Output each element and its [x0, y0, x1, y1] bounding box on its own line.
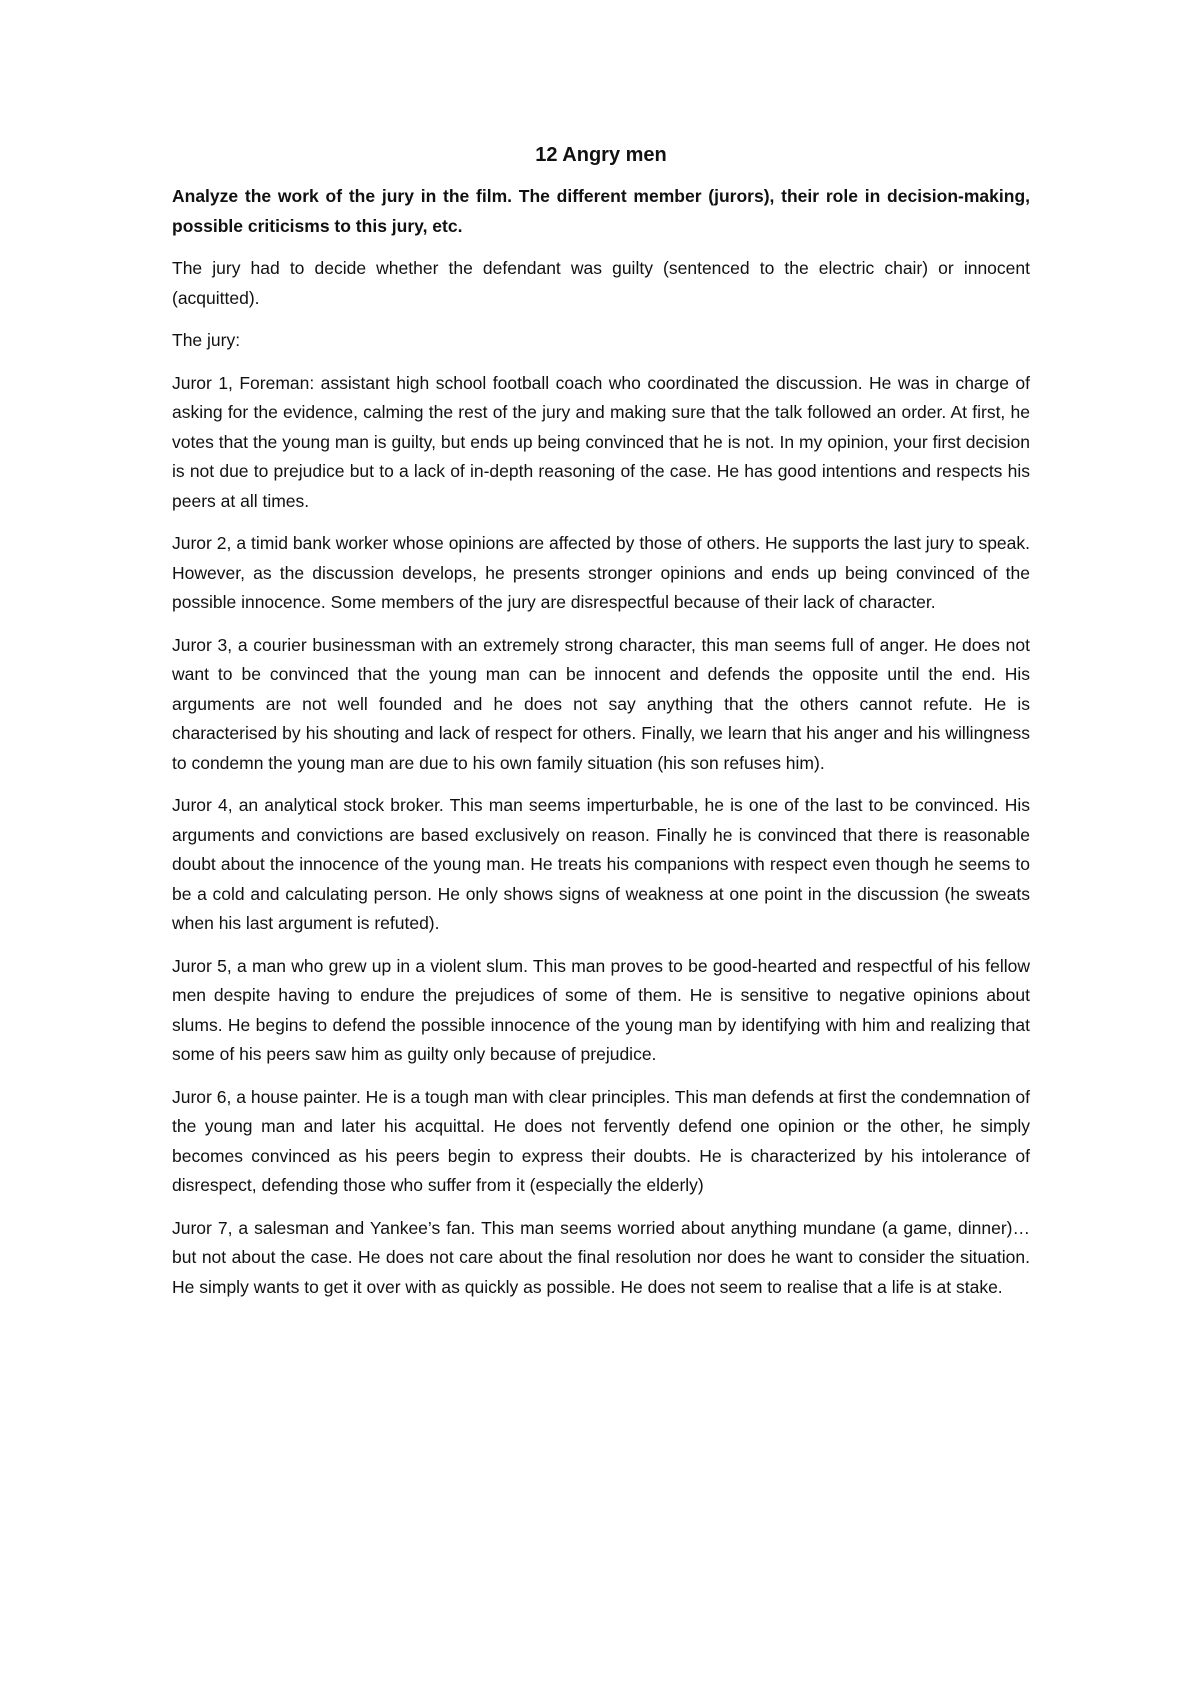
juror-paragraph-5: Juror 5, a man who grew up in a violent slum. This man proves to be good-hearted and respectful of his fellow men despite having to endure the prejudices of some of them. He is sensitive to negative opinions about slums. He begins to defend the possible innocence of the young man by identifying with him and realizing that some of his peers saw him as guilty only because of prejudice. — [172, 955, 1030, 1064]
juror-paragraph-2: Juror 2, a timid bank worker whose opinions are affected by those of others. He supports the last jury to speak. However, as the discussion develops, he presents stronger opinions and ends up being convinced of the possible innocence. Some members of the jury are disrespectful because of their lack of character. — [172, 533, 1030, 612]
juror-paragraph-6: Juror 6, a house painter. He is a tough man with clear principles. This man defends at first the condemnation of the young man and later his acquittal. He does not fervently defend one opinion or the other, he simply becomes convinced as his peers begin to express their doubts. He is characterized by his intolerance of disrespect, defending those who suffer from it (especially the elderly) — [172, 1086, 1030, 1195]
document-title: 12 Angry men — [535, 144, 667, 166]
juror-paragraph-4: Juror 4, an analytical stock broker. This man seems imperturbable, he is one of the last to be convinced. His arguments and convictions are based exclusively on reason. Finally he is convinced that there is reasonable doubt about the innocence of the young man. He treats his companions with respect even though he seems to be a cold and calculating person. He only shows signs of weakness at one point in the discussion (he sweats when his last argument is refuted). — [172, 795, 1030, 933]
juror-paragraph-7: Juror 7, a salesman and Yankee’s fan. This man seems worried about anything mundane (a game, dinner)… but not about the case. He does not care about the final resolution nor does he want to consider the situation. He simply wants to get it over with as quickly as possible. He does not seem to realise that a life is at stake. — [172, 1217, 1030, 1297]
juror-paragraph-3: Juror 3, a courier businessman with an extremely strong character, this man seems full of anger. He does not want to be convinced that the young man can be innocent and defends the opposite until the end. His arguments are not well founded and he does not say anything that the others cannot refute. He is characterised by his shouting and lack of respect for others. Finally, we learn that his anger and his willingness to condemn the young man are due to his own family situation (his son refuses him). — [172, 634, 1030, 773]
document-body — [172, 140, 1030, 1315]
intro-paragraph: The jury had to decide whether the defendant was guilty (sentenced to the electric chair) or innocent (acquitted). — [172, 258, 1030, 308]
assignment-prompt: Analyze the work of the jury in the film. The different member (jurors), their role in decision-making, possible criticisms to this jury, etc. — [172, 186, 1030, 236]
jury-label: The jury: — [172, 330, 241, 350]
juror-paragraph-1: Juror 1, Foreman: assistant high school football coach who coordinated the discussion. He was in charge of asking for the evidence, calming the rest of the jury and making sure that the talk followed an order. At first, he votes that the young man is guilty, but ends up being convinced that he is not. In my opinion, your first decision is not due to prejudice but to a lack of in-depth reasoning of the case. He has good intentions and respects his peers at all times. — [172, 372, 1030, 511]
